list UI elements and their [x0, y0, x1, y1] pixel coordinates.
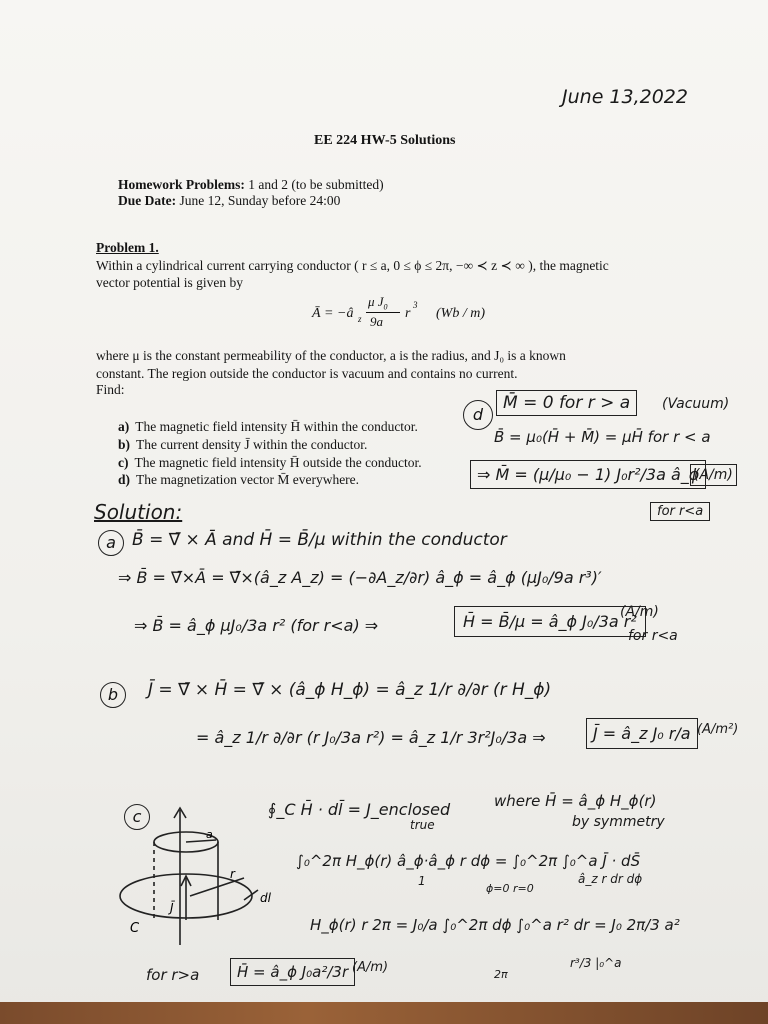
homework-problems-line: [118, 177, 384, 193]
part-c-limits: ϕ=0 r=0: [486, 882, 534, 895]
part-d-line-3: ⇒ M̄ = (μ/μ₀ − 1) J₀r²/3a â_ϕ: [470, 460, 706, 489]
equation-num-text: μ J: [368, 294, 384, 309]
equation-num-sub: 0: [383, 302, 388, 312]
part-b-units: (A/m²): [697, 722, 739, 737]
equation-units: (Wb / m): [436, 306, 485, 321]
part-c-units: (A/m): [352, 960, 389, 975]
desk-edge: [0, 1002, 768, 1024]
part-c-line-1: ∮_C H̄ · dl̄ = J_enclosed: [268, 800, 451, 819]
problem-desc-2: constant. The region outside the conductor is vacuum and contains no current.: [96, 366, 518, 381]
due-date-value: June 12, Sunday before 24:00: [179, 193, 341, 208]
handwritten-date: June 13,2022: [562, 86, 688, 108]
equation-lhs-sub: z: [358, 314, 362, 324]
radius-r-line: [190, 878, 244, 896]
fig-label-a: a: [206, 828, 213, 841]
cylinder-sketch: [110, 800, 290, 960]
list-item-a: [118, 419, 418, 435]
part-c-r3: r³/3 |₀^a: [570, 956, 622, 970]
list-item-key: c): [118, 455, 129, 470]
part-c-2pi: 2π: [494, 968, 508, 981]
part-c-line-2: ∫₀^2π H_ϕ(r) â_ϕ·â_ϕ r dϕ = ∫₀^2π ∫₀^a J̄ · dS̄: [296, 852, 641, 870]
list-item-d: [118, 472, 359, 488]
page-title: EE 224 HW-5 Solutions: [314, 133, 456, 148]
list-item-text: The current density J̄ within the conductor.: [136, 437, 368, 452]
problem-find: Find:: [96, 382, 125, 397]
fig-label-r: r: [230, 867, 235, 881]
due-date-label: Due Date:: [118, 193, 177, 208]
homework-problems-label: Homework Problems:: [118, 177, 245, 192]
part-c-true: true: [410, 818, 435, 832]
list-item-key: a): [118, 419, 130, 434]
equation-fraction-bar: [366, 312, 400, 313]
fig-label-dl: dl: [260, 891, 271, 905]
part-a-line-2: ⇒ B̄ = ∇̄×Ā = ∇̄×(â_z A_z) = (−∂A_z/∂r) â_ϕ = â_ϕ (μJ₀/9a r³)′: [118, 568, 602, 587]
problem-heading: Problem 1.: [96, 240, 159, 255]
part-d-vacuum: (Vacuum): [662, 396, 730, 412]
part-d-units: (A/m): [690, 464, 737, 486]
part-c-one: 1: [418, 874, 426, 888]
part-a-line-3: ⇒ B̄ = â_ϕ μJ₀/3a r² (for r<a) ⇒: [134, 616, 379, 635]
equation-numerator: [368, 294, 388, 312]
equation-denominator: 9a: [370, 314, 383, 329]
part-c-for: for r>a: [146, 966, 200, 984]
part-a-for: for r<a: [628, 628, 678, 644]
part-c-line-3: H_ϕ(r) r 2π = J₀/a ∫₀^2π dϕ ∫₀^a r² dr = J₀ 2π/3 a²: [310, 916, 680, 934]
part-c-boxed-answer: H̄ = â_ϕ J₀a²/3r: [230, 958, 355, 986]
list-item-key: d): [118, 472, 131, 487]
part-d-circle: d: [463, 400, 493, 430]
part-b-circle: b: [100, 682, 126, 708]
list-item-b: [118, 437, 367, 453]
vector-potential-equation: [312, 292, 512, 332]
problem-line-2: vector potential is given by: [96, 275, 243, 290]
part-b-line-2: = â_z 1/r ∂/∂r (r J₀/3a r²) = â_z 1/r 3r²J₀/3a ⇒: [196, 728, 546, 747]
list-item-c: [118, 455, 422, 471]
part-a-boxed-answer: H̄ = B̄/μ = â_ϕ J₀/3a r²: [454, 606, 646, 637]
equation-lhs: Ā = −â: [312, 306, 354, 321]
list-item-text: The magnetic field intensity H̄ outside the conductor.: [134, 455, 422, 470]
part-c-where: where H̄ = â_ϕ H_ϕ(r): [494, 792, 657, 810]
part-c-dS: â_z r dr dϕ: [578, 872, 643, 886]
part-c-symmetry: by symmetry: [572, 814, 665, 830]
list-item-text: The magnetic field intensity H̄ within the conductor.: [135, 419, 418, 434]
due-date-line: [118, 193, 340, 209]
solution-heading: Solution:: [94, 500, 183, 524]
fig-label-c: C: [130, 921, 140, 936]
fig-label-j: J̄: [170, 901, 174, 915]
list-item-text: The magnetization vector M̄ everywhere.: [136, 472, 360, 487]
part-d-for: for r<a: [650, 502, 710, 521]
part-d-line-1: M̄ = 0 for r > a: [496, 390, 637, 416]
problem-line-1: Within a cylindrical current carrying conductor ( r ≤ a, 0 ≤ ϕ ≤ 2π, −∞ ≺ z ≺ ∞ ), the magnetic: [96, 258, 609, 273]
part-b-boxed-answer: J̄ = â_z J₀ r/a: [586, 718, 698, 749]
part-d-line-2: B̄ = μ₀(H̄ + M̄) = μH̄ for r < a: [494, 428, 711, 446]
part-a-units: (A/m): [620, 604, 659, 620]
part-a-circle: a: [98, 530, 124, 556]
part-b-line-1: J̄ = ∇̄ × H̄ = ∇̄ × (â_ϕ H_ϕ) = â_z 1/r ∂/∂r (r H_ϕ): [148, 680, 552, 700]
equation-r: r: [405, 306, 411, 321]
part-a-line-1: B̄ = ∇̄ × Ā and H̄ = B̄/μ within the conductor: [132, 530, 507, 550]
equation-exponent: 3: [413, 300, 418, 310]
part-c-circle: c: [124, 804, 150, 830]
homework-problems-value: 1 and 2 (to be submitted): [248, 177, 384, 192]
list-item-key: b): [118, 437, 131, 452]
problem-desc-1: where μ is the constant permeability of the conductor, a is the radius, and J₀ is a known: [96, 348, 566, 363]
